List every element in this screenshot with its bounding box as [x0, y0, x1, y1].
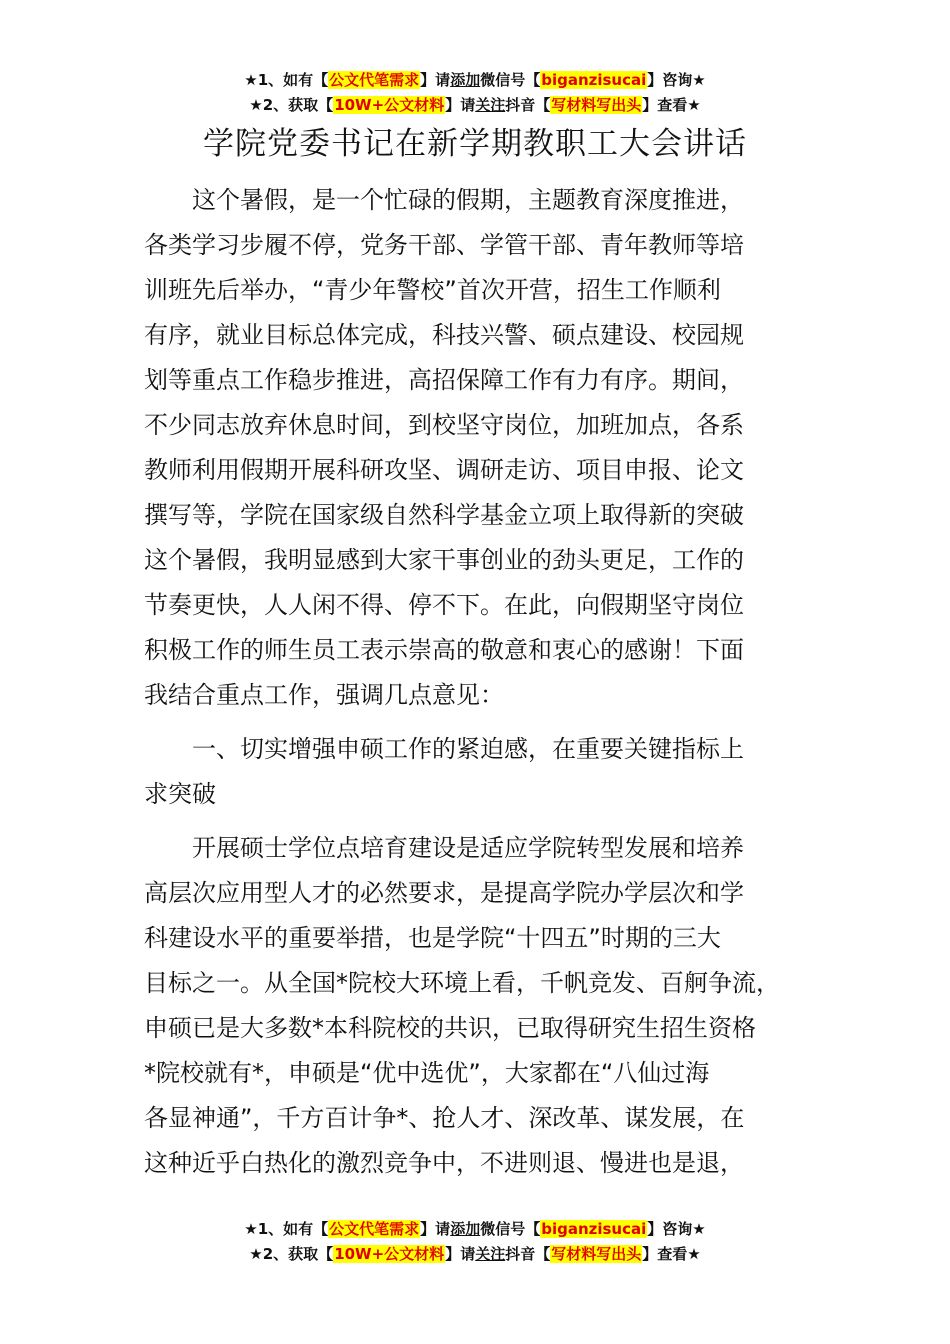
- promo-highlight: 写材料写出头: [551, 96, 642, 114]
- header-promo-banner: [0, 68, 950, 118]
- promo-line-1: ★1、如有【公文代笔需求】请添加微信号【biganzisucai】咨询★: [244, 71, 706, 89]
- promo-line-1: ★1、如有【公文代笔需求】请添加微信号【biganzisucai】咨询★: [244, 1220, 706, 1238]
- promo-line-2: ★2、获取【10W+公文材料】请关注抖音【写材料写出头】查看★: [249, 96, 701, 114]
- promo-highlight: 写材料写出头: [551, 1245, 642, 1263]
- section-heading: 一、切实增强申硕工作的紧迫感，在重要关键指标上 求突破: [144, 735, 744, 808]
- document-body: [144, 178, 834, 1186]
- promo-highlight: biganzisucai: [541, 71, 647, 89]
- promo-line-2: ★2、获取【10W+公文材料】请关注抖音【写材料写出头】查看★: [249, 1245, 701, 1263]
- promo-highlight: biganzisucai: [541, 1220, 647, 1238]
- promo-highlight: 公文代笔需求: [329, 1220, 420, 1238]
- paragraph-intro: 这个暑假，是一个忙碌的假期，主题教育深度推进， 各类学习步履不停，党务干部、学管干部、青年教师等培 训班先后举办，“青少年警校”首次开营，招生工作顺利 有序，就业目标总体完成，科技兴警、硕点建设、校园规 划等重点工作稳步推进，高招保障工作有力有序。期间， 不少同志放弃休息时间，到校坚守岗位，加班加点，各系 教师利用假期开展科研攻坚、调研走访、项目申报、论文 撰写等，学院在国家级自然科学基金立项上取得新的突破 这个暑假，我明显感到大家干事创业的劲头更足，工作的 节奏更快，人人闲不得、停不下。在此，向假期坚守岗位 积极工作的师生员工表示崇高的敬意和衷心的感谢！下面 我结合重点工作，强调几点意见：: [144, 186, 744, 709]
- promo-highlight: 公文代笔需求: [329, 71, 420, 89]
- promo-highlight: 10W+公文材料: [334, 1245, 445, 1263]
- paragraph-body: 开展硕士学位点培育建设是适应学院转型发展和培养 高层次应用型人才的必然要求，是提高学院办学层次和学 科建设水平的重要举措，也是学院“十四五”时期的三大 目标之一。从全国*院校大环境上看，千帆竞发、百舸争流， 申硕已是大多数*本科院校的共识，已取得研究生招生资格 *院校就有*，申硕是“优中选优”，大家都在“八仙过海 各显神通”，千方百计争*、抢人才、深改革、谋发展，在 这种近乎白热化的激烈竞争中，不进则退、慢进也是退，: [144, 834, 780, 1177]
- document-title: 学院党委书记在新学期教职工大会讲话: [203, 126, 747, 162]
- footer-promo-banner: [0, 1217, 950, 1267]
- promo-highlight: 10W+公文材料: [334, 96, 445, 114]
